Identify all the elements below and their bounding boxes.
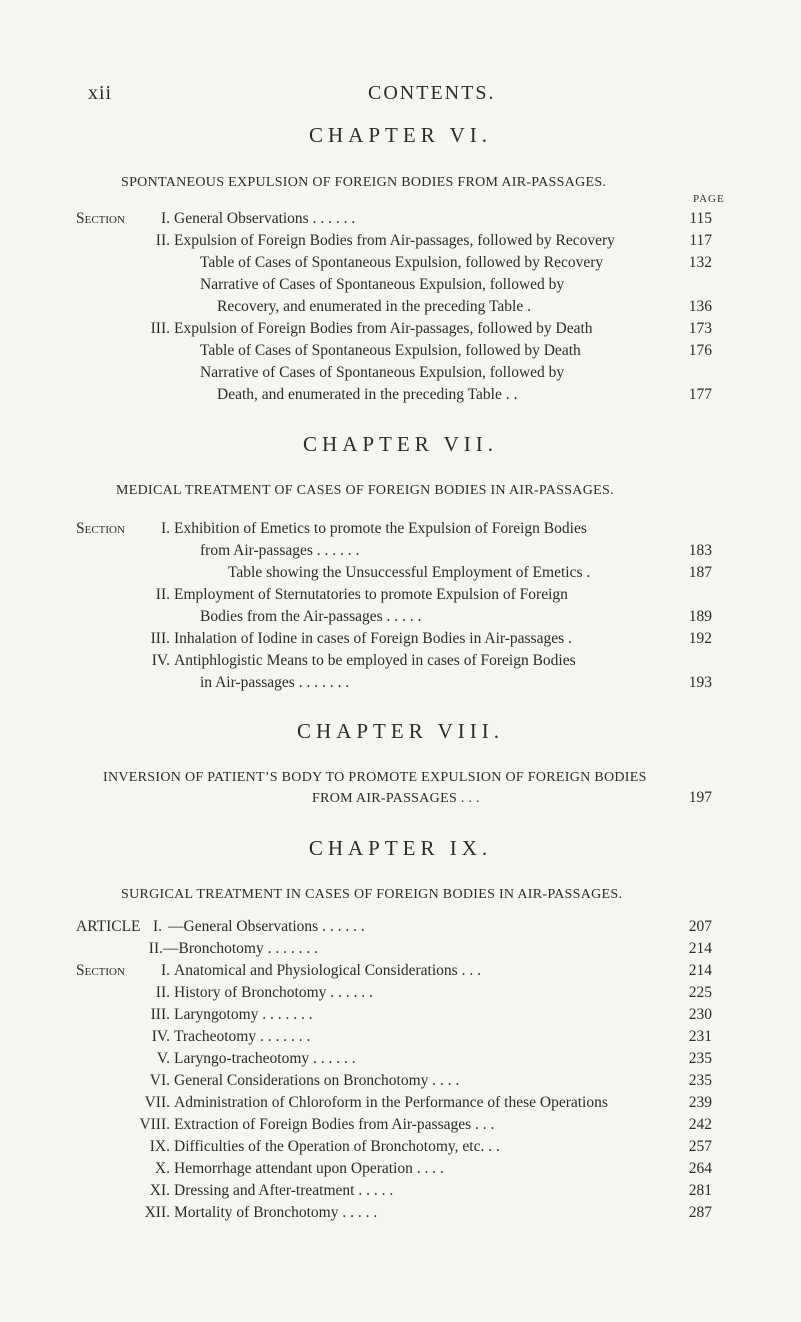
entry-page: 193 xyxy=(688,674,712,691)
entry-text: Narrative of Cases of Spontaneous Expulsion, followed by xyxy=(200,364,565,381)
section-page: 230 xyxy=(688,1006,712,1023)
entry-text: in Air-passages . . . . . . . xyxy=(200,674,350,691)
section-label: VIII. xyxy=(139,1116,170,1133)
section-text: Laryngotomy . . . . . . . xyxy=(174,1006,313,1023)
entry-page: 176 xyxy=(688,342,712,359)
section-page: 264 xyxy=(688,1160,712,1177)
section-label: VII. xyxy=(144,1094,170,1111)
section-page: 225 xyxy=(688,984,712,1001)
entry-label: I. xyxy=(160,520,170,537)
section-page: 287 xyxy=(688,1204,712,1221)
entry-page: 115 xyxy=(689,210,712,227)
chapter-7-heading: CHAPTER VII. xyxy=(303,432,498,456)
entry-text: Recovery, and enumerated in the preceding Table . xyxy=(217,298,531,315)
entry-label: II. xyxy=(155,586,170,603)
section-text: Hemorrhage attendant upon Operation . . . . xyxy=(174,1160,444,1177)
chapter-8-subtitle-line1: INVERSION OF PATIENT’S BODY TO PROMOTE EXPULSION OF FOREIGN BODIES xyxy=(103,770,647,785)
entry-page: 132 xyxy=(688,254,712,271)
section-page: 231 xyxy=(688,1028,712,1045)
chapter-8-subtitle-line2: FROM AIR-PASSAGES . . . xyxy=(312,791,480,806)
article-word: ARTICLE xyxy=(76,918,141,935)
entry-text: Narrative of Cases of Spontaneous Expulsion, followed by xyxy=(200,276,565,293)
chapter-8-page: 197 xyxy=(688,789,712,806)
entry-label: III. xyxy=(150,630,170,647)
section-label: IX. xyxy=(149,1138,170,1155)
chapter-8-heading: CHAPTER VIII. xyxy=(297,719,504,743)
section-text: Tracheotomy . . . . . . . xyxy=(174,1028,311,1045)
section-page: 235 xyxy=(688,1050,712,1067)
running-title: CONTENTS. xyxy=(368,82,496,104)
section-label: III. xyxy=(150,1006,170,1023)
section-word: Section xyxy=(76,210,125,227)
section-text: Extraction of Foreign Bodies from Air-passages . . . xyxy=(174,1116,495,1133)
section-text: History of Bronchotomy . . . . . . xyxy=(174,984,373,1001)
article-page: 214 xyxy=(688,940,712,957)
section-label: IV. xyxy=(151,1028,170,1045)
section-label: V. xyxy=(156,1050,170,1067)
section-label: XI. xyxy=(149,1182,170,1199)
entry-text: Table of Cases of Spontaneous Expulsion, followed by Recovery xyxy=(200,254,604,271)
chapter-9-heading: CHAPTER IX. xyxy=(308,836,493,860)
section-text: Difficulties of the Operation of Bronchotomy, etc. . . xyxy=(174,1138,500,1155)
entry-text: Death, and enumerated in the preceding Table . . xyxy=(217,386,518,403)
section-word: Section xyxy=(76,962,125,979)
section-text: Mortality of Bronchotomy . . . . . xyxy=(174,1204,378,1221)
entry-page: 192 xyxy=(688,630,712,647)
chapter-7-subtitle: MEDICAL TREATMENT OF CASES OF FOREIGN BODIES IN AIR-PASSAGES. xyxy=(116,483,614,498)
page-number: xii xyxy=(88,82,113,104)
article-label: II. xyxy=(148,940,163,957)
entry-text: Expulsion of Foreign Bodies from Air-passages, followed by Death xyxy=(174,320,593,337)
entry-text: Table of Cases of Spontaneous Expulsion, followed by Death xyxy=(200,342,581,359)
article-text: —Bronchotomy . . . . . . . xyxy=(163,940,318,957)
entry-page: 189 xyxy=(688,608,712,625)
entry-page: 136 xyxy=(688,298,712,315)
entry-page: 187 xyxy=(688,564,712,581)
section-page: 235 xyxy=(688,1072,712,1089)
entry-text: Table showing the Unsuccessful Employment of Emetics . xyxy=(228,564,591,581)
chapter-6-heading: CHAPTER VI. xyxy=(309,123,492,147)
entry-label: IV. xyxy=(151,652,170,669)
entry-label: II. xyxy=(155,232,170,249)
entry-label: III. xyxy=(150,320,170,337)
section-word: Section xyxy=(76,520,125,537)
section-text: Anatomical and Physiological Considerations . . . xyxy=(174,962,481,979)
section-text: Administration of Chloroform in the Performance of these Operations xyxy=(174,1094,608,1111)
entry-text: Antiphlogistic Means to be employed in cases of Foreign Bodies xyxy=(174,652,576,669)
article-label: I. xyxy=(153,918,163,935)
entry-text: Inhalation of Iodine in cases of Foreign Bodies in Air-passages . xyxy=(174,630,572,647)
section-text: Dressing and After-treatment . . . . . xyxy=(174,1182,394,1199)
section-page: 214 xyxy=(688,962,712,979)
chapter-6-subtitle: SPONTANEOUS EXPULSION OF FOREIGN BODIES FROM AIR-PASSAGES. xyxy=(121,175,607,190)
section-label: II. xyxy=(155,984,170,1001)
entry-text: Exhibition of Emetics to promote the Expulsion of Foreign Bodies xyxy=(174,520,587,537)
section-page: 257 xyxy=(688,1138,712,1155)
section-label: XII. xyxy=(144,1204,170,1221)
section-page: 239 xyxy=(688,1094,712,1111)
entry-text: Expulsion of Foreign Bodies from Air-passages, followed by Recovery xyxy=(174,232,615,249)
article-text: —General Observations . . . . . . xyxy=(168,918,365,935)
entry-page: 117 xyxy=(689,232,712,249)
article-page: 207 xyxy=(688,918,712,935)
entry-text: General Observations . . . . . . xyxy=(174,210,356,227)
section-text: General Considerations on Bronchotomy . . . . xyxy=(174,1072,460,1089)
entry-page: 183 xyxy=(688,542,712,559)
section-label: X. xyxy=(154,1160,170,1177)
section-label: I. xyxy=(160,962,170,979)
page-column-label: PAGE xyxy=(693,193,725,205)
entry-label: I. xyxy=(160,210,170,227)
section-page: 242 xyxy=(688,1116,712,1133)
chapter-9-subtitle: SURGICAL TREATMENT IN CASES OF FOREIGN BODIES IN AIR-PASSAGES. xyxy=(121,887,623,902)
entry-text: Bodies from the Air-passages . . . . . xyxy=(200,608,422,625)
entry-text: from Air-passages . . . . . . xyxy=(200,542,360,559)
section-label: VI. xyxy=(149,1072,170,1089)
section-text: Laryngo-tracheotomy . . . . . . xyxy=(174,1050,356,1067)
entry-page: 173 xyxy=(688,320,712,337)
section-page: 281 xyxy=(688,1182,712,1199)
entry-text: Employment of Sternutatories to promote Expulsion of Foreign xyxy=(174,586,568,603)
entry-page: 177 xyxy=(688,386,712,403)
